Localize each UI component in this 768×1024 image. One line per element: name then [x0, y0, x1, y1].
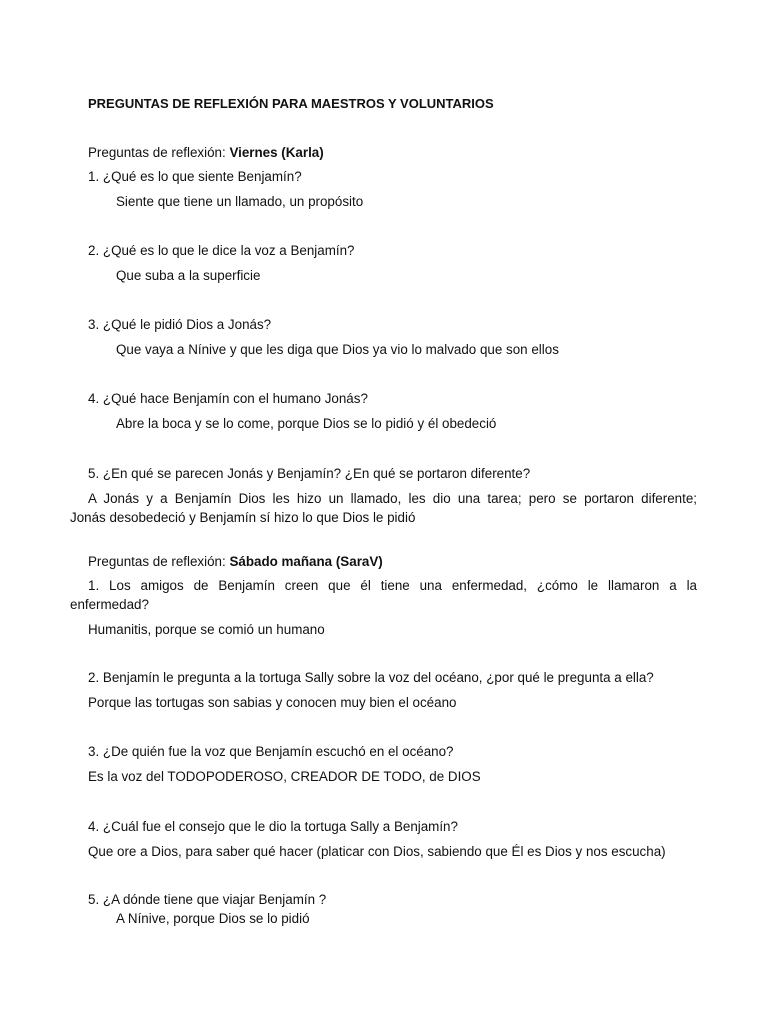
- section-heading-name: Viernes (Karla): [229, 145, 324, 160]
- answer: Porque las tortugas son sabias y conocen muy bien el océano: [88, 695, 457, 710]
- question-line-1: 1. Los amigos de Benjamín creen que él tiene una enfermedad, ¿cómo le llamaron a la: [88, 578, 697, 593]
- answer: Es la voz del TODOPODEROSO, CREADOR DE TODO, de DIOS: [88, 769, 481, 784]
- answer: A Nínive, porque Dios se lo pidió: [116, 911, 310, 926]
- answer: Abre la boca y se lo come, porque Dios se lo pidió y él obedeció: [116, 416, 497, 431]
- answer: Que ore a Dios, para saber qué hacer (platicar con Dios, sabiendo que Él es Dios y nos escucha): [88, 844, 666, 859]
- question: 4. ¿Qué hace Benjamín con el humano Jonás?: [88, 391, 368, 406]
- answer: Siente que tiene un llamado, un propósito: [116, 194, 364, 209]
- section-heading-viernes: [88, 144, 324, 162]
- question: 5. ¿A dónde tiene que viajar Benjamín ?: [88, 892, 327, 907]
- question: 3. ¿Qué le pidió Dios a Jonás?: [88, 317, 272, 332]
- answer-line-2: Jonás desobedeció y Benjamín sí hizo lo que Dios le pidió: [70, 510, 416, 525]
- question: 4. ¿Cuál fue el consejo que le dio la tortuga Sally a Benjamín?: [88, 819, 458, 834]
- question: 3. ¿De quién fue la voz que Benjamín escuchó en el océano?: [88, 744, 454, 759]
- answer-line-1: A Jonás y a Benjamín Dios les hizo un llamado, les dio una tarea; pero se portaron diferente;: [88, 491, 697, 506]
- question: 1. ¿Qué es lo que siente Benjamín?: [88, 169, 302, 184]
- section-heading-prefix: Preguntas de reflexión:: [88, 145, 230, 160]
- document-title: PREGUNTAS DE REFLEXIÓN PARA MAESTROS Y VOLUNTARIOS: [88, 96, 494, 111]
- question: 2. Benjamín le pregunta a la tortuga Sally sobre la voz del océano, ¿por qué le pregunta a ella?: [88, 670, 654, 685]
- answer: Que vaya a Nínive y que les diga que Dios ya vio lo malvado que son ellos: [116, 342, 559, 357]
- question: 5. ¿En qué se parecen Jonás y Benjamín? ¿En qué se portaron diferente?: [88, 466, 531, 481]
- answer: Humanitis, porque se comió un humano: [88, 622, 325, 637]
- section-heading-name: Sábado mañana (SaraV): [229, 554, 383, 569]
- question-line-2: enfermedad?: [70, 597, 149, 612]
- section-heading-prefix: Preguntas de reflexión:: [88, 554, 230, 569]
- answer: Que suba a la superficie: [116, 268, 261, 283]
- section-heading-sabado: [88, 553, 383, 571]
- question: 2. ¿Qué es lo que le dice la voz a Benjamín?: [88, 243, 355, 258]
